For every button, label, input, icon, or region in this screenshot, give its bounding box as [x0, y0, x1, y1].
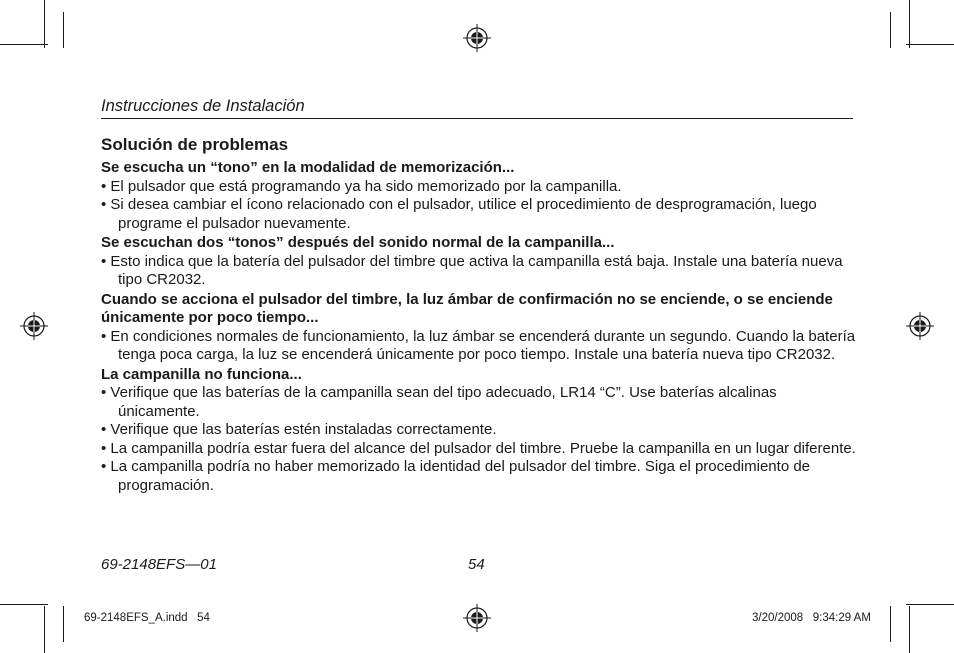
- problem-heading: La campanilla no funciona...: [101, 365, 302, 383]
- problem-block: [101, 159, 861, 233]
- crop-mark: [44, 606, 45, 653]
- section-title: Solución de problemas: [101, 135, 289, 154]
- list-item: • El pulsador que está programando ya ha sido memorizado por la campanilla.: [101, 178, 861, 197]
- problem-heading: Se escucha un “tono” en la modalidad de memorización...: [101, 159, 515, 176]
- crop-mark: [890, 12, 891, 48]
- problem-heading: Cuando se acciona el pulsador del timbre, la luz ámbar de confirmación no se enciende, o se enciende únicamente por poco tiempo...: [101, 290, 833, 326]
- registration-mark-icon: [20, 312, 48, 340]
- list-item: • La campanilla podría estar fuera del alcance del pulsador del timbre. Pruebe la campanilla en un lugar diferente.: [101, 440, 861, 459]
- list-item: • La campanilla podría no haber memorizado la identidad del pulsador del timbre. Siga el procedimiento de programación.: [101, 458, 861, 495]
- crop-mark: [909, 0, 910, 48]
- list-item: • En condiciones normales de funcionamiento, la luz ámbar se encenderá durante un segundo. Cuando la batería tenga poca carga, la luz se encenderá únicamente por poco tiempo. Instale una batería nueva tipo CR2032.: [101, 328, 861, 365]
- crop-mark: [63, 606, 64, 642]
- crop-mark: [0, 604, 48, 605]
- slug-timestamp: 3/20/2008 9:34:29 AM: [752, 612, 871, 624]
- problem-heading: Se escuchan dos “tonos” después del sonido normal de la campanilla...: [101, 234, 615, 251]
- crop-mark: [906, 44, 954, 45]
- registration-mark-icon: [906, 312, 934, 340]
- slug-file: 69-2148EFS_A.indd 54: [84, 612, 210, 624]
- list-item: • Si desea cambiar el ícono relacionado con el pulsador, utilice el procedimiento de desprogramación, luego programe el pulsador nuevamente.: [101, 196, 861, 233]
- crop-mark: [906, 604, 954, 605]
- running-header: Instrucciones de Instalación: [101, 97, 305, 115]
- crop-mark: [890, 606, 891, 642]
- crop-mark: [44, 0, 45, 48]
- problem-block: [101, 234, 861, 290]
- crop-mark: [0, 44, 48, 45]
- list-item: • Verifique que las baterías estén instaladas correctamente.: [101, 421, 861, 440]
- header-rule: [101, 118, 853, 119]
- problem-block: [101, 366, 861, 496]
- main-content: [101, 134, 861, 496]
- registration-mark-icon: [463, 24, 491, 52]
- list-item: • Verifique que las baterías de la campanilla sean del tipo adecuado, LR14 “C”. Use baterías alcalinas únicamente.: [101, 384, 861, 421]
- crop-mark: [63, 12, 64, 48]
- list-item: • Esto indica que la batería del pulsador del timbre que activa la campanilla está baja. Instale una batería nueva tipo CR2032.: [101, 253, 861, 290]
- registration-mark-icon: [463, 604, 491, 632]
- problem-block: [101, 291, 861, 365]
- crop-mark: [909, 606, 910, 653]
- page-number: 54: [468, 556, 485, 573]
- doc-number: 69-2148EFS—01: [101, 556, 217, 573]
